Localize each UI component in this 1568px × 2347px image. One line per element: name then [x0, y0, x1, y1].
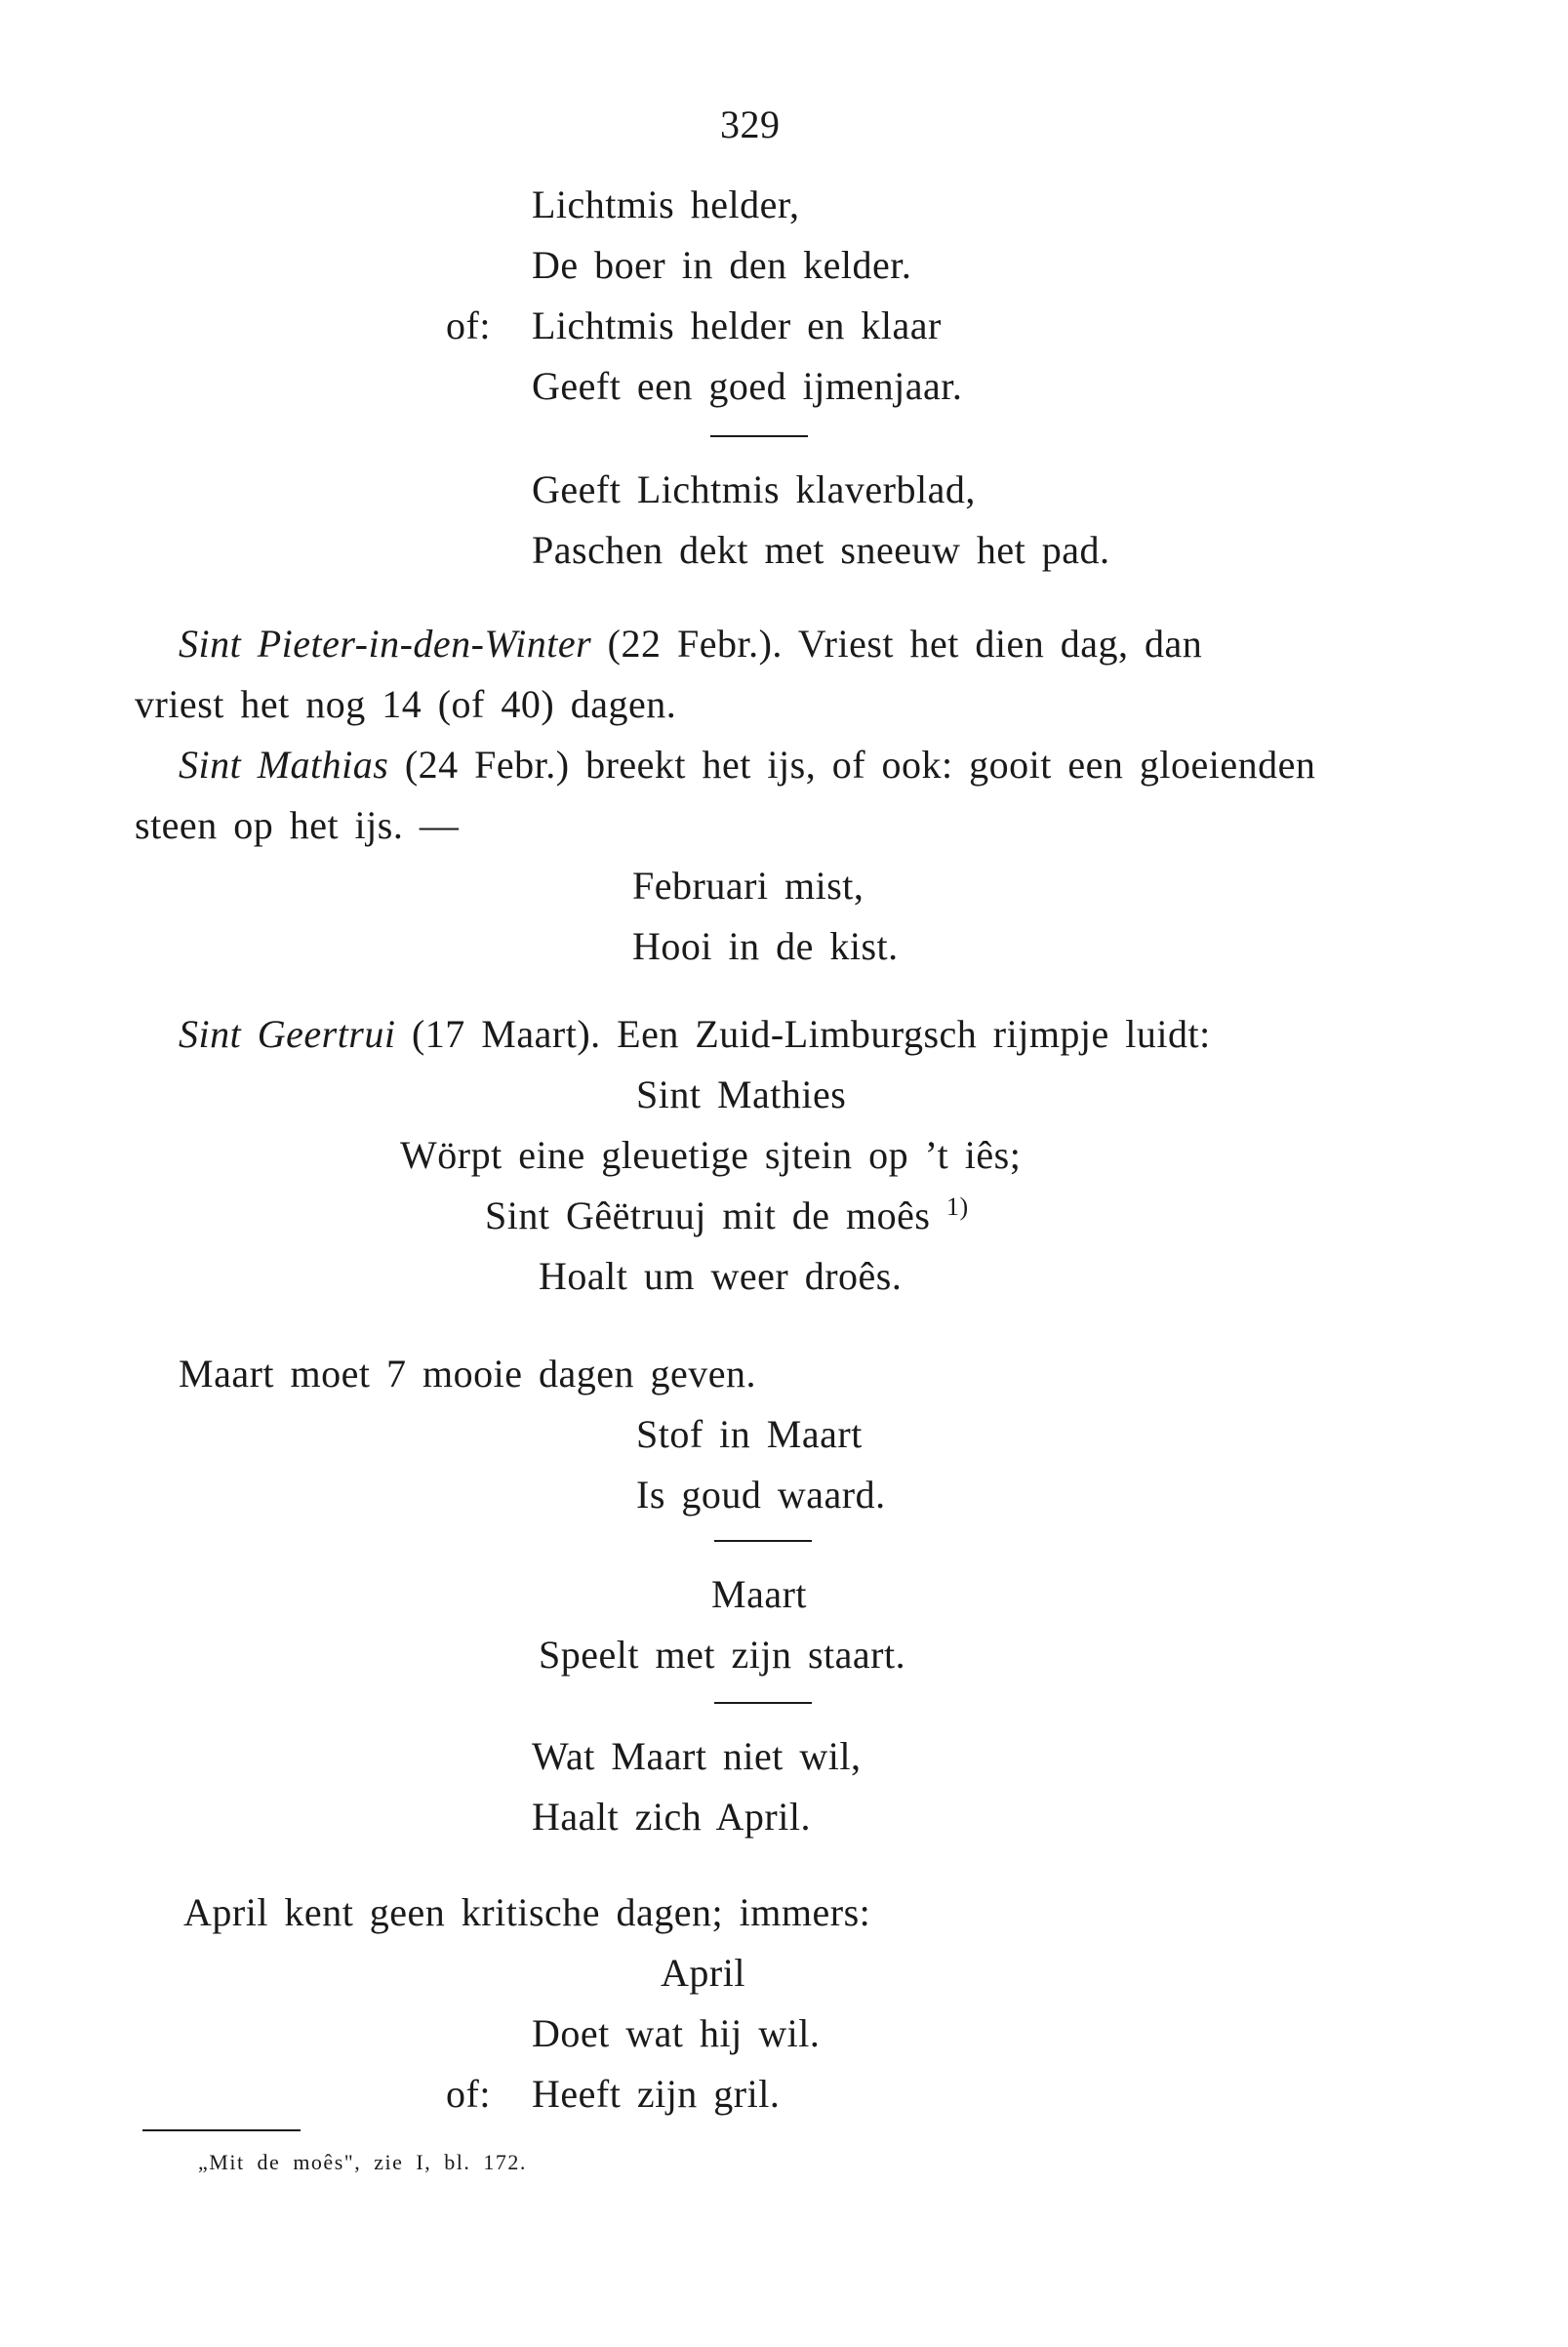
- verse-line: April: [661, 1951, 745, 1995]
- saint-name: Sint Pieter-in-den-Winter: [179, 622, 592, 666]
- paragraph-line: [179, 622, 1203, 666]
- footnote-rule: [142, 2129, 301, 2131]
- verse-line: Stof in Maart: [636, 1412, 863, 1456]
- of-label: of:: [446, 303, 491, 347]
- paragraph-line: April kent geen kritische dagen; immers:: [183, 1890, 871, 1934]
- verse-line: Lichtmis helder,: [532, 182, 800, 226]
- verse-line: Lichtmis helder en klaar: [532, 303, 942, 347]
- verse-line: Haalt zich April.: [532, 1795, 811, 1839]
- verse-line: Speelt met zijn staart.: [539, 1633, 906, 1677]
- verse-line: Geeft een goed ijmenjaar.: [532, 364, 963, 408]
- verse-line: [485, 1193, 969, 1237]
- page-number: 329: [720, 102, 781, 146]
- paragraph-line: [179, 743, 1316, 787]
- verse-line: Hoalt um weer droês.: [539, 1254, 903, 1298]
- saint-name: Sint Geertrui: [179, 1012, 396, 1056]
- paragraph-line: [179, 1012, 1211, 1056]
- saint-name: Sint Mathias: [179, 743, 389, 787]
- paragraph-line: vriest het nog 14 (of 40) dagen.: [135, 682, 677, 726]
- verse-line: Geeft Lichtmis klaverblad,: [532, 467, 976, 511]
- verse-line: Is goud waard.: [636, 1473, 886, 1517]
- verse-line: De boer in den kelder.: [532, 243, 912, 287]
- separator-rule: [714, 1540, 812, 1542]
- paragraph-text: (22 Febr.). Vriest het dien dag, dan: [591, 622, 1203, 666]
- verse-text: Sint Gêëtruuj mit de moês: [485, 1194, 931, 1237]
- separator-rule: [714, 1702, 812, 1704]
- paragraph-line: Maart moet 7 mooie dagen geven.: [179, 1352, 756, 1396]
- verse-line: Paschen dekt met sneeuw het pad.: [532, 528, 1110, 572]
- footnote-text: „Mit de moês", zie I, bl. 172.: [198, 2150, 527, 2174]
- verse-line: Sint Mathies: [636, 1072, 847, 1116]
- verse-line: Wörpt eine gleuetige sjtein op ’t iês;: [400, 1133, 1022, 1177]
- verse-line: Maart: [711, 1572, 808, 1616]
- verse-line: Februari mist,: [632, 864, 864, 908]
- paragraph-text: (24 Febr.) breekt het ijs, of ook: gooit een gloeienden: [388, 743, 1316, 787]
- of-label: of:: [446, 2072, 491, 2116]
- verse-line: Doet wat hij wil.: [532, 2011, 821, 2055]
- verse-line: Heeft zijn gril.: [532, 2072, 781, 2116]
- paragraph-text: (17 Maart). Een Zuid-Limburgsch rijmpje luidt:: [395, 1012, 1211, 1056]
- verse-line: Wat Maart niet wil,: [532, 1734, 862, 1778]
- verse-line: Hooi in de kist.: [632, 924, 899, 968]
- footnote-marker: 1): [945, 1193, 969, 1221]
- separator-rule: [710, 435, 808, 437]
- paragraph-line: steen op het ijs. —: [135, 803, 460, 847]
